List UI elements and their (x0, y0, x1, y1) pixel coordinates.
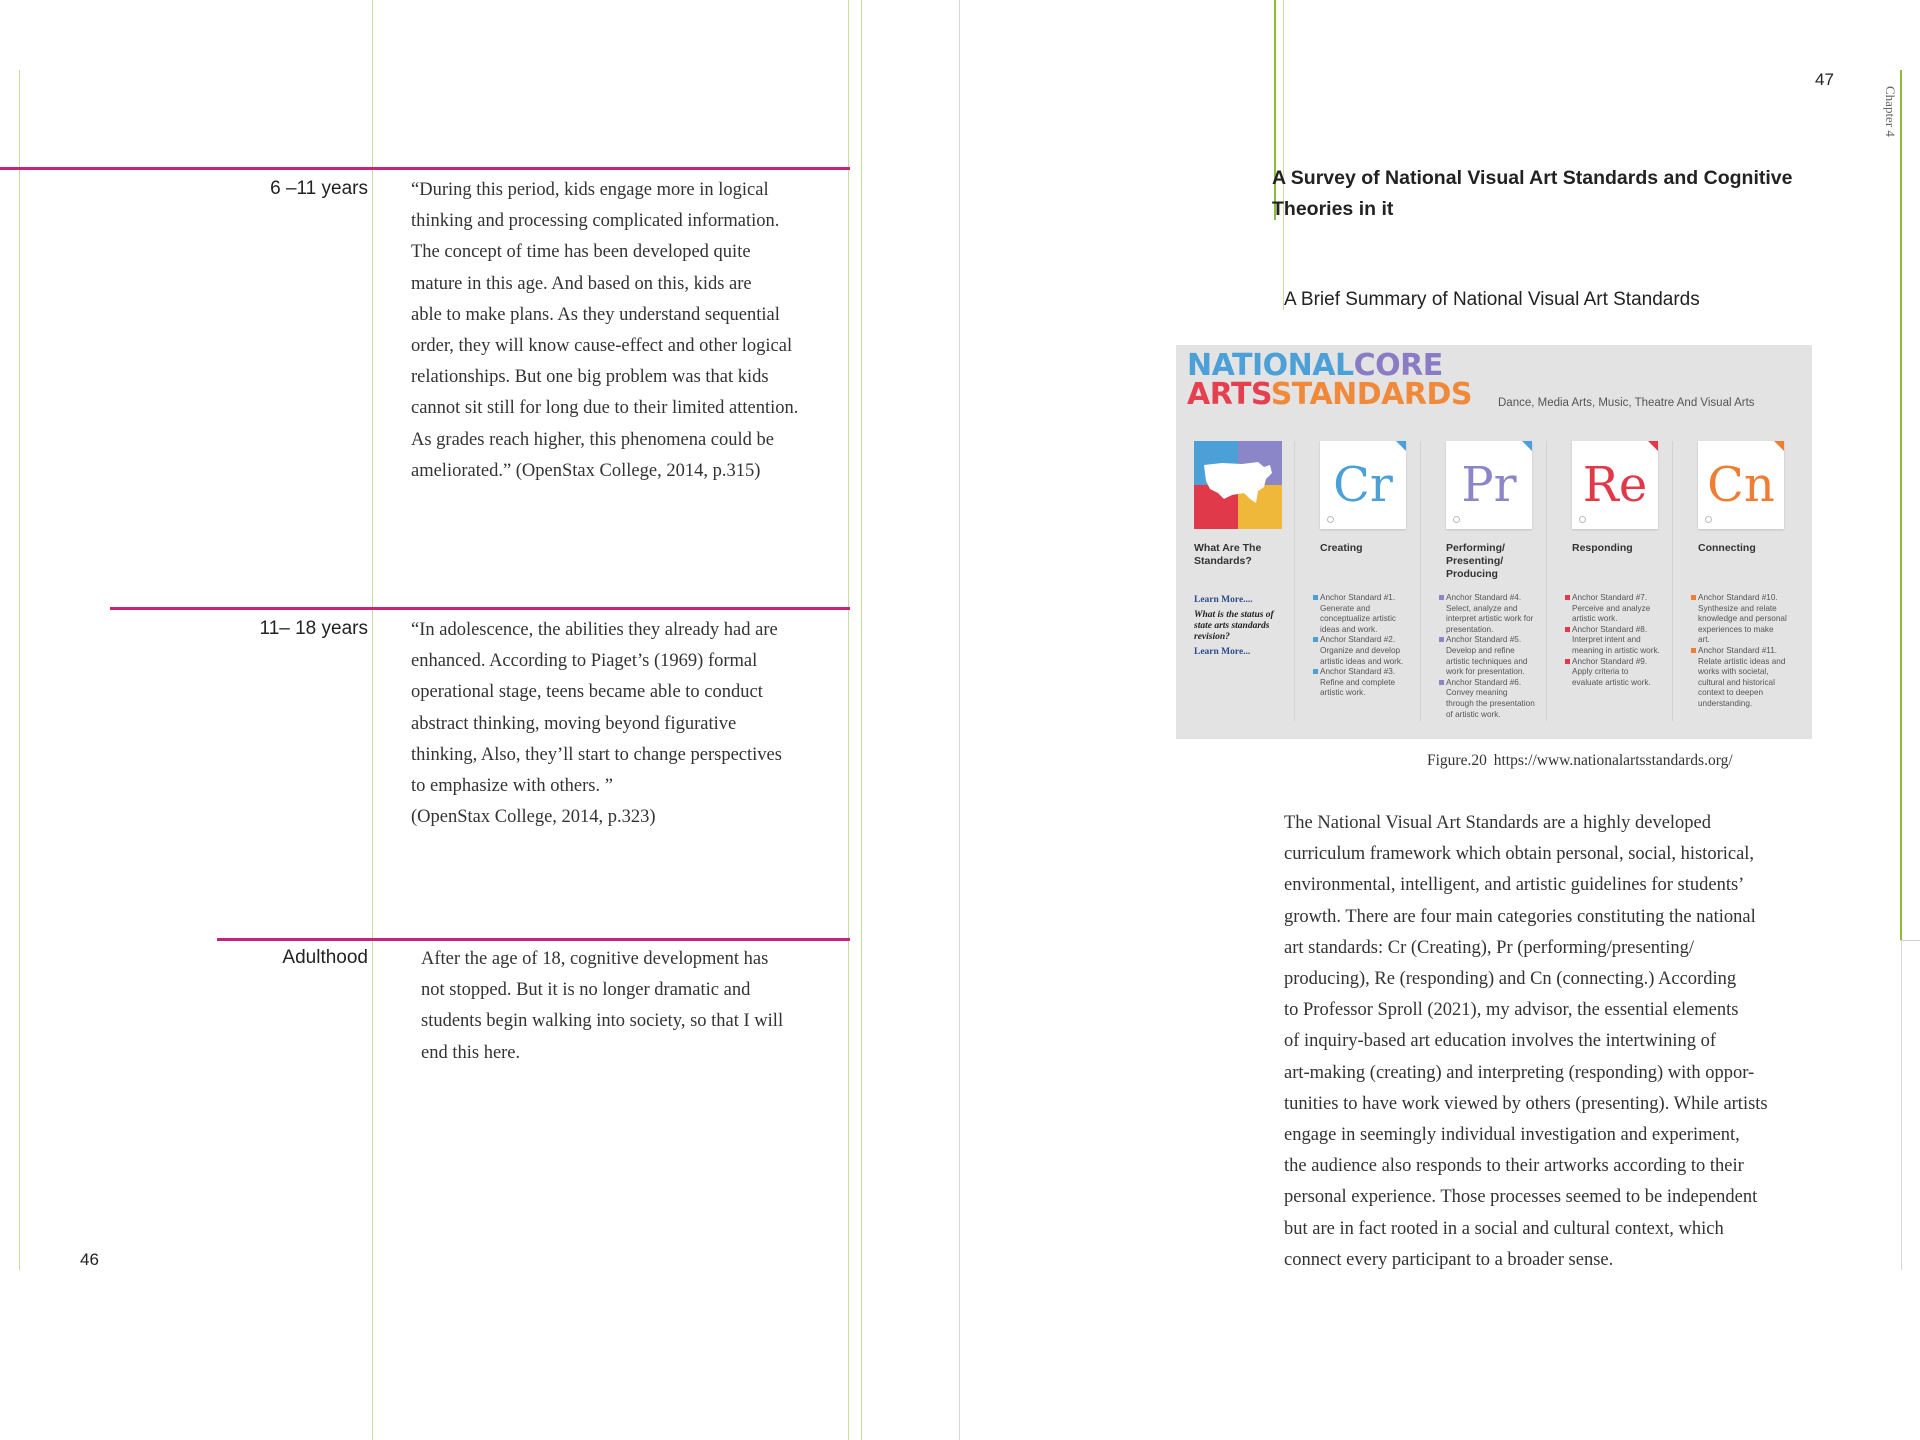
creating-symbol: Cr (1333, 457, 1393, 513)
learn-more-link[interactable]: Learn More.... (1194, 595, 1253, 605)
guide-line-spine-right (959, 0, 960, 1440)
what-are-standards-heading: What Are The Standards? (1194, 542, 1262, 567)
text-adulthood: After the age of 18, cognitive development has not stopped. But it is no longer dramatic and students begin walking into society, so that I will end this here. (421, 949, 784, 1063)
list-item: Anchor Standard #10. Synthesize and relate knowledge and personal experiences to make art. (1691, 593, 1787, 646)
age-label-adulthood: Adulthood (282, 947, 368, 968)
list-item: Anchor Standard #1. Generate and conceptualize artistic ideas and work. (1313, 593, 1409, 635)
list-item: Anchor Standard #5. Develop and refine artistic techniques and work for presentation. (1439, 635, 1535, 677)
responding-standards (1565, 593, 1661, 688)
section-heading-line-2: Theories in it (1272, 198, 1394, 220)
connecting-standards (1691, 593, 1787, 710)
page-number-right: 47 (1815, 70, 1834, 89)
list-item: Anchor Standard #2. Organize and develop artistic ideas and work. (1313, 635, 1409, 667)
body-paragraph: The National Visual Art Standards are a highly developed curriculum framework which obtain personal, social, historical, environmental, intelligent, and artistic guidelines for students’ growth. There are four main categories constituting the national art standards: Cr (Creating), Pr (performing/presenting/ producing), Re (responding) and Cn (connecting.) According to Professor Sproll (2021), my advisor, the essential elements of inquiry-based art education involves the intertwining of art-making (creating) and interpreting (responding) with oppor- tunities to have work viewed by others (presenting). While artists engage in seemingly individual investigation and experiment, the audience also responds to their artworks according to their personal experience. Those processes seemed to be independent but are in fact rooted in a social and cultural context, which connect every participant to a broader sense. (1284, 813, 1768, 1270)
list-item: Anchor Standard #6. Convey meaning through the presentation of artistic work. (1439, 678, 1535, 720)
guide-line-outer-lower (1901, 940, 1902, 1270)
guide-line-left-margin (19, 70, 20, 1270)
connecting-symbol: Cn (1707, 457, 1775, 513)
guide-line-outer-margin (1900, 70, 1902, 940)
section-divider-6-11 (0, 167, 850, 170)
logo-word-arts: ARTS (1187, 377, 1271, 412)
quote-6-11: “During this period, kids engage more in logical thinking and processing complicated information. The concept of time has been developed quite mature in this age. And based on this, kids are able to make plans. As they understand sequential order, they will know cause-effect and other logical relationships. But one big problem was that kids cannot sit still for long due to their limited attention. As grades reach higher, this phenomena could be ameliorated.” (OpenStax College, 2014, p.315) (411, 180, 799, 481)
age-label-6-11: 6 –11 years (270, 178, 368, 199)
performing-standards (1439, 593, 1535, 720)
guide-line-spine-left (861, 0, 862, 1440)
performing-heading: Performing/ Presenting/ Producing (1446, 542, 1505, 580)
list-item: Anchor Standard #3. Refine and complete artistic work. (1313, 667, 1409, 699)
guide-line-right-text (1283, 0, 1284, 310)
learn-more-link-2[interactable]: Learn More... (1194, 647, 1251, 657)
list-item: Anchor Standard #8. Interpret intent and meaning in artistic work. (1565, 625, 1661, 657)
standards-revision-question: What is the status of state arts standards revision? (1194, 610, 1274, 642)
guide-line-left-inner (848, 0, 849, 1440)
figure-column-divider (1546, 441, 1547, 721)
figure-logo-title (1187, 348, 1472, 412)
creating-standards (1313, 593, 1409, 699)
figure-caption: Figure.20 https://www.nationalartsstandards.org/ (1427, 752, 1733, 769)
guide-line-outer-tick (1900, 940, 1920, 941)
figure-column-divider (1294, 441, 1295, 721)
subsection-heading: A Brief Summary of National Visual Art Standards (1284, 289, 1700, 310)
section-heading (1272, 163, 1792, 225)
creating-card (1320, 441, 1406, 529)
section-heading-line-1: A Survey of National Visual Art Standards and Cognitive (1272, 167, 1793, 189)
connecting-card (1698, 441, 1784, 529)
guide-line-left-column (372, 0, 373, 1440)
performing-symbol: Pr (1461, 457, 1517, 513)
list-item: Anchor Standard #7. Perceive and analyze artistic work. (1565, 593, 1661, 625)
logo-word-national: NATIONAL (1187, 348, 1354, 383)
quote-11-18: “In adolescence, the abilities they already had are enhanced. According to Piaget’s (1969) formal operational stage, teens became able to conduct abstract thinking, moving beyond figurative thinking, Also, they’ll start to change perspectives to emphasize with others. ” (OpenStax College, 2014, p.323) (411, 620, 782, 828)
us-map-icon (1194, 441, 1282, 529)
connecting-heading: Connecting (1698, 542, 1756, 554)
creating-heading: Creating (1320, 542, 1363, 554)
figure-column-divider (1420, 441, 1421, 721)
list-item: Anchor Standard #11. Relate artistic ideas and works with societal, cultural and historical context to deepen understanding. (1691, 646, 1787, 710)
responding-heading: Responding (1572, 542, 1633, 554)
logo-word-core: CORE (1353, 348, 1443, 383)
list-item: Anchor Standard #9. Apply criteria to evaluate artistic work. (1565, 657, 1661, 689)
chapter-tab: Chapter 4 (1883, 86, 1898, 137)
age-label-11-18: 11– 18 years (259, 618, 368, 639)
figure-national-core-arts-standards (1176, 345, 1812, 739)
page-number-left: 46 (80, 1250, 99, 1269)
section-divider-11-18 (110, 607, 850, 610)
responding-symbol: Re (1582, 457, 1648, 513)
list-item: Anchor Standard #4. Select, analyze and interpret artistic work for presentation. (1439, 593, 1535, 635)
responding-card (1572, 441, 1658, 529)
section-divider-adulthood (217, 938, 850, 941)
performing-card (1446, 441, 1532, 529)
figure-column-divider (1672, 441, 1673, 721)
logo-word-standards: STANDARDS (1270, 377, 1472, 412)
figure-subtitle: Dance, Media Arts, Music, Theatre And Visual Arts (1498, 397, 1755, 409)
